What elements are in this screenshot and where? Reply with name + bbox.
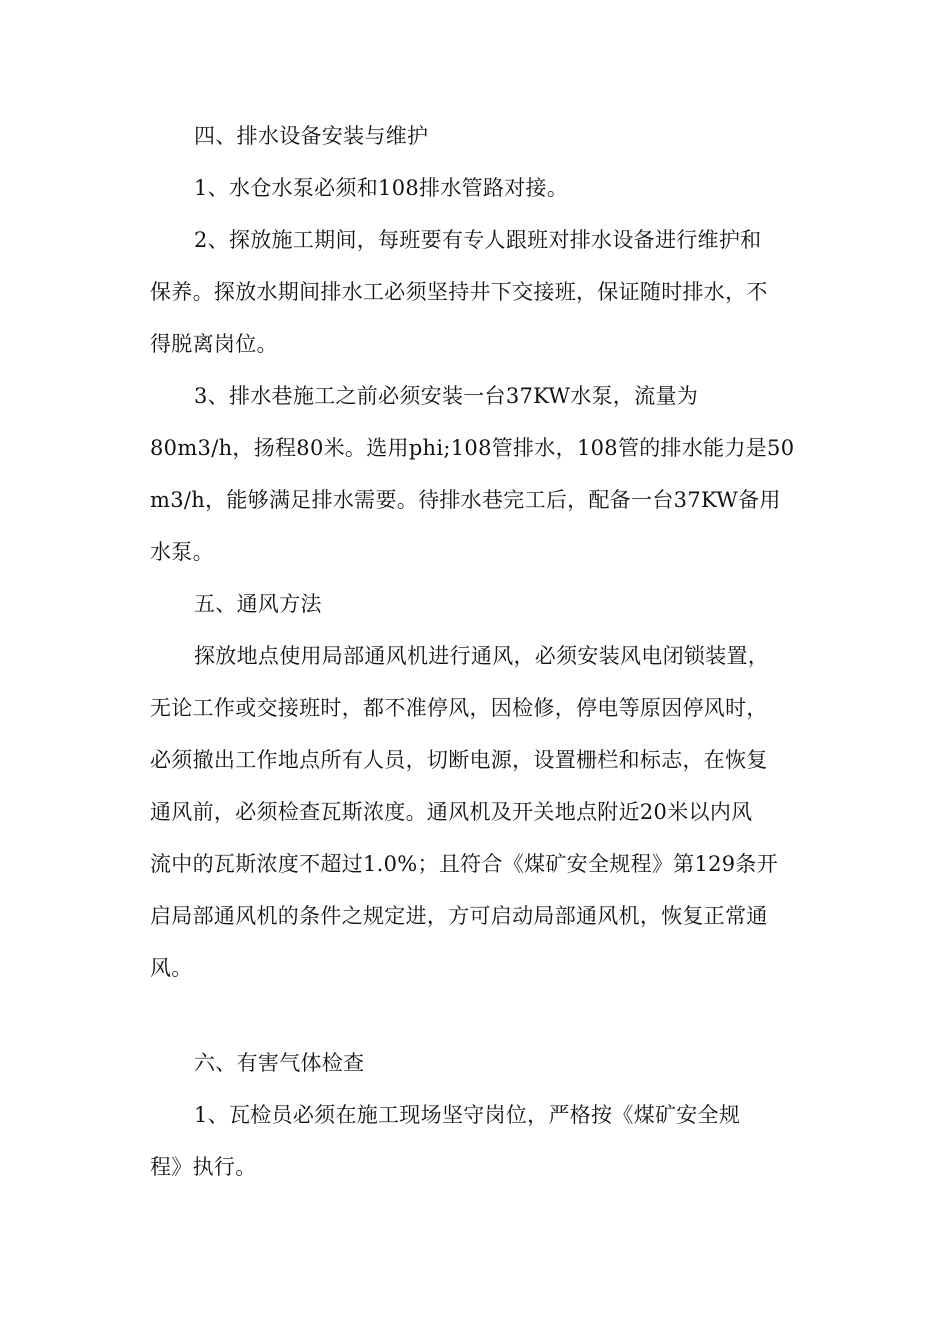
paragraph-line: 80m3/h，扬程80米。选用phi;108管排水，108管的排水能力是50 — [150, 436, 795, 460]
paragraph-line: m3/h，能够满足排水需要。待排水巷完工后，配备一台37KW备用 — [150, 488, 781, 512]
paragraph-line: 2、探放施工期间，每班要有专人跟班对排水设备进行维护和 — [194, 228, 762, 252]
section-heading-ventilation: 五、通风方法 — [194, 592, 322, 616]
paragraph-line: 1、瓦检员必须在施工现场坚守岗位，严格按《煤矿安全规 — [194, 1103, 741, 1127]
paragraph-line: 1、水仓水泵必须和108排水管路对接。 — [194, 176, 569, 200]
paragraph-line: 程》执行。 — [150, 1155, 257, 1179]
paragraph-line: 得脱离岗位。 — [150, 332, 278, 356]
paragraph-line: 无论工作或交接班时，都不准停风，因检修，停电等原因停风时， — [150, 696, 768, 720]
paragraph-line: 流中的瓦斯浓度不超过1.0%；且符合《煤矿安全规程》第129条开 — [150, 852, 779, 876]
paragraph-line: 探放地点使用局部通风机进行通风，必须安装风电闭锁装置， — [194, 644, 770, 668]
paragraph-line: 风。 — [150, 956, 193, 980]
paragraph-line: 水泵。 — [150, 540, 214, 564]
paragraph-line: 启局部通风机的条件之规定进，方可启动局部通风机，恢复正常通 — [150, 904, 768, 928]
paragraph-line: 必须撤出工作地点所有人员，切断电源，设置栅栏和标志，在恢复 — [150, 748, 768, 772]
paragraph-line: 3、排水巷施工之前必须安装一台37KW水泵，流量为 — [194, 384, 699, 408]
paragraph-line: 通风前，必须检查瓦斯浓度。通风机及开关地点附近20米以内风 — [150, 800, 753, 824]
section-heading-drainage: 四、排水设备安装与维护 — [194, 124, 429, 148]
section-heading-gas-check: 六、有害气体检查 — [194, 1051, 365, 1075]
paragraph-line: 保养。探放水期间排水工必须坚持井下交接班，保证随时排水，不 — [150, 280, 768, 304]
